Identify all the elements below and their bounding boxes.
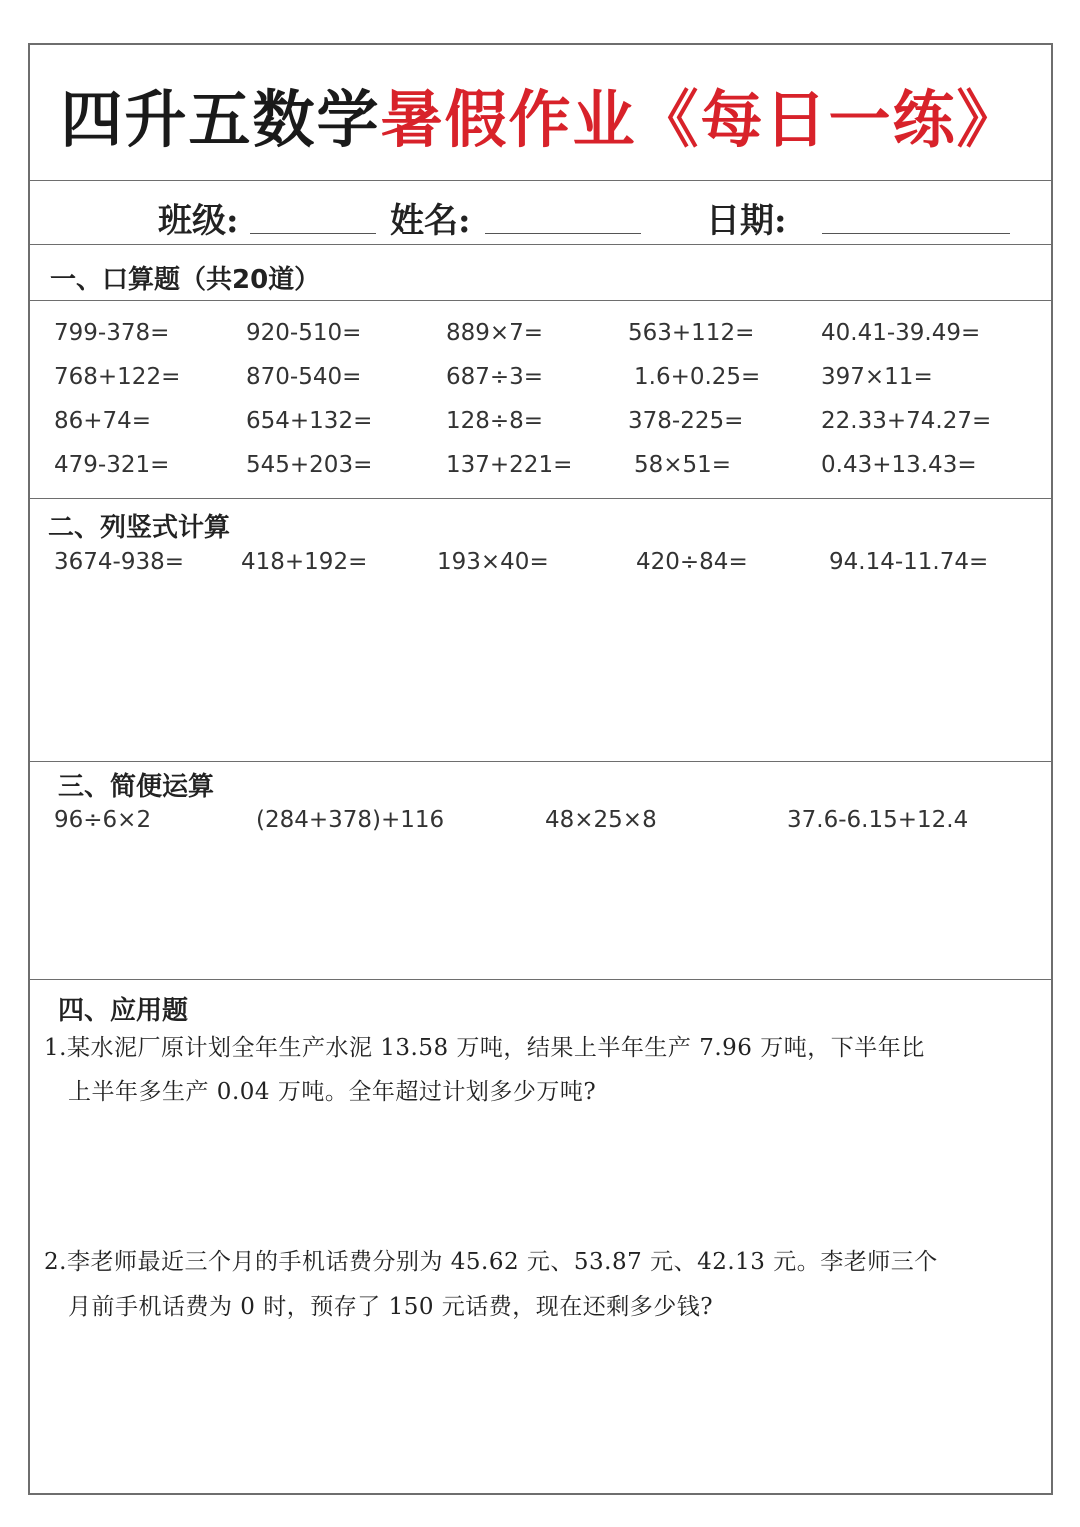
oral-item: 799-378= — [54, 320, 170, 346]
date-label: 日期: — [706, 201, 787, 241]
oral-item: 563+112= — [628, 320, 755, 346]
oral-item: 687÷3= — [446, 364, 544, 390]
oral-item: 378-225= — [628, 408, 744, 434]
oral-item: 479-321= — [54, 452, 170, 478]
oral-item: 0.43+13.43= — [821, 452, 977, 478]
divider — [30, 300, 1051, 301]
simple-calc-item: 37.6-6.15+12.4 — [787, 807, 969, 833]
student-info-row — [30, 193, 1051, 243]
simple-calc-item: 96÷6×2 — [54, 807, 152, 833]
oral-item: 889×7= — [446, 320, 544, 346]
oral-item: 40.41-39.49= — [821, 320, 981, 346]
oral-item: 137+221= — [446, 452, 573, 478]
vertical-calc-item: 3674-938= — [54, 549, 185, 575]
oral-item: 397×11= — [821, 364, 933, 390]
vertical-calc-item: 420÷84= — [636, 549, 748, 575]
vertical-calc-item: 193×40= — [437, 549, 549, 575]
simple-calc-item: (284+378)+116 — [256, 807, 445, 833]
problem-1-line-2: 上半年多生产 0.04 万吨。全年超过计划多少万吨? — [68, 1079, 597, 1105]
divider — [30, 761, 1051, 762]
oral-item: 128÷8= — [446, 408, 544, 434]
problem-1-line-1: 1.某水泥厂原计划全年生产水泥 13.58 万吨，结果上半年生产 7.96 万吨，下半年比 — [44, 1035, 925, 1061]
divider — [30, 979, 1051, 980]
name-label: 姓名: — [390, 201, 471, 241]
oral-item: 545+203= — [246, 452, 373, 478]
problem-2-line-2: 月前手机话费为 0 时，预存了 150 元话费，现在还剩多少钱? — [68, 1294, 714, 1320]
title-black-part: 四升五数学 — [60, 83, 381, 156]
name-blank[interactable] — [485, 233, 641, 234]
oral-item: 768+122= — [54, 364, 181, 390]
section-heading-word-problems: 四、应用题 — [58, 996, 189, 1026]
oral-item: 870-540= — [246, 364, 362, 390]
worksheet — [28, 43, 1053, 1495]
simple-calc-item: 48×25×8 — [545, 807, 657, 833]
divider — [30, 498, 1051, 499]
section-heading-simple-calc: 三、简便运算 — [58, 772, 215, 802]
divider — [30, 244, 1051, 245]
title-red-part: 暑假作业《每日一练》 — [380, 83, 1021, 156]
vertical-calc-item: 418+192= — [241, 549, 368, 575]
date-blank[interactable] — [822, 233, 1010, 234]
oral-item: 920-510= — [246, 320, 362, 346]
class-label: 班级: — [158, 201, 239, 241]
section-heading-vertical-calc: 二、列竖式计算 — [48, 513, 231, 543]
worksheet-title — [30, 70, 1051, 159]
vertical-calc-item: 94.14-11.74= — [829, 549, 989, 575]
problem-2-line-1: 2.李老师最近三个月的手机话费分别为 45.62 元、53.87 元、42.13 元。李老师三个 — [44, 1249, 938, 1275]
oral-item: 58×51= — [634, 452, 732, 478]
divider — [30, 180, 1051, 181]
oral-item: 22.33+74.27= — [821, 408, 992, 434]
section-heading-oral-calc: 一、口算题（共20道） — [50, 265, 321, 295]
oral-item: 654+132= — [246, 408, 373, 434]
oral-item: 1.6+0.25= — [634, 364, 761, 390]
class-blank[interactable] — [250, 233, 376, 234]
oral-item: 86+74= — [54, 408, 152, 434]
